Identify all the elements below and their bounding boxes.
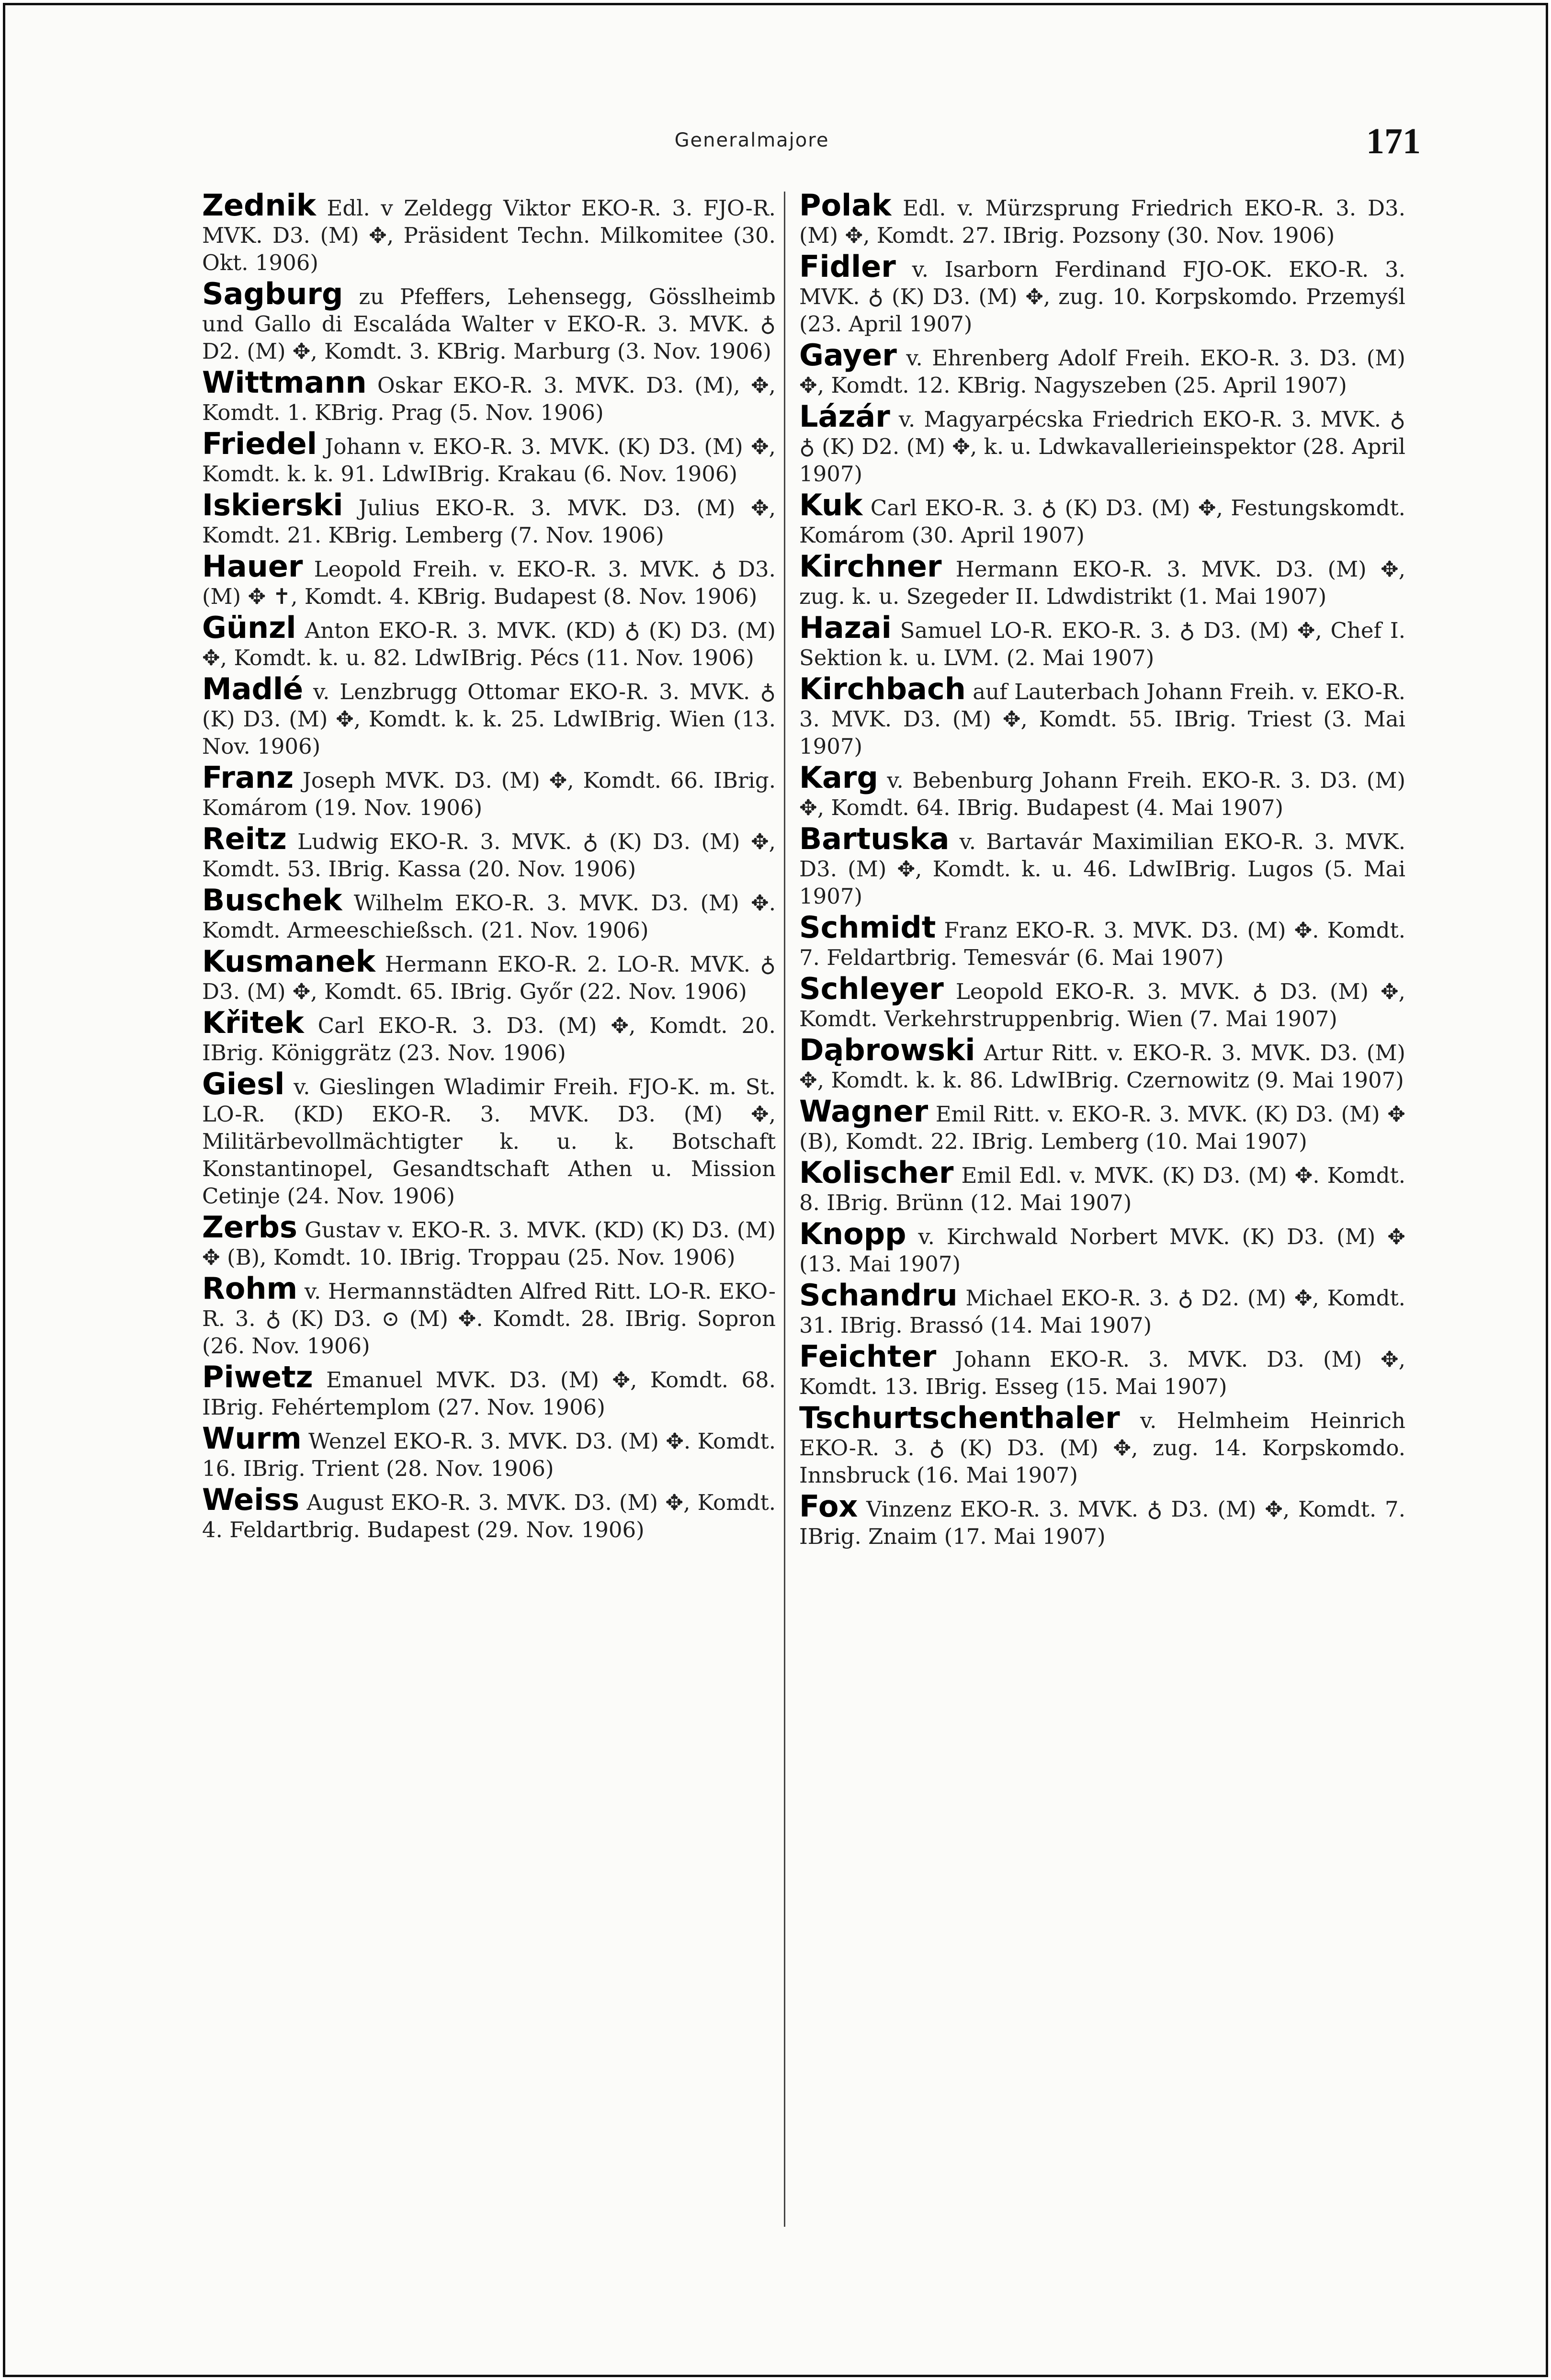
- column-divider: [784, 192, 785, 2227]
- entry-details: zu Pfeffers, Lehensegg, Gösslheimb und Gallo di Escaláda Walter v EKO-R. 3. MVK. ♁ D2. (M) ✥, Komdt. 3. KBrig. Marburg (3. Nov. 1906): [202, 284, 776, 364]
- entry-details: Franz EKO-R. 3. MVK. D3. (M) ✥. Komdt. 7. Feldartbrig. Temesvár (6. Mai 1907): [799, 918, 1405, 970]
- entry: [798, 1489, 1405, 1550]
- entry-name: Schandru: [799, 1278, 958, 1313]
- entry-details: Samuel LO-R. EKO-R. 3. ♁ D3. (M) ✥, Chef I. Sektion k. u. LVM. (2. Mai 1907): [799, 618, 1405, 670]
- entry-details: Emanuel MVK. D3. (M) ✥, Komdt. 68. IBrig. Fehértemplom (27. Nov. 1906): [202, 1367, 776, 1420]
- entry: [201, 821, 776, 883]
- entry-name: Schleyer: [799, 971, 944, 1006]
- entry: [201, 276, 776, 365]
- entry: [201, 487, 776, 549]
- entry: [798, 1155, 1405, 1216]
- page-number: 171: [1366, 121, 1421, 161]
- entry-details: v. Magyarpécska Friedrich EKO-R. 3. MVK. ♁ ♁ (K) D2. (M) ✥, k. u. Ldwkavallerieinspektor (28. April 1907): [799, 407, 1405, 487]
- entry: [798, 1094, 1405, 1155]
- entry-name: Kirchner: [799, 549, 942, 584]
- entry-details: Hermann EKO-R. 3. MVK. D3. (M) ✥, zug. k. u. Szegeder II. Ldwdistrikt (1. Mai 1907): [799, 556, 1405, 609]
- entry-details: v. Helmheim Heinrich EKO-R. 3. ♁ (K) D3. (M) ✥, zug. 14. Korpskomdo. Innsbruck (16. Mai 1907): [799, 1408, 1405, 1488]
- entry-name: Sagburg: [202, 276, 343, 311]
- entry: [798, 1032, 1405, 1094]
- entry: [201, 883, 776, 944]
- entry-details: Anton EKO-R. 3. MVK. (KD) ♁ (K) D3. (M) ✥, Komdt. k. u. 82. LdwIBrig. Pécs (11. Nov. 1906): [202, 618, 776, 670]
- entry-name: Knopp: [799, 1216, 906, 1251]
- entry-name: Reitz: [202, 821, 287, 856]
- entry-details: Oskar EKO-R. 3. MVK. D3. (M), ✥, Komdt. 1. KBrig. Prag (5. Nov. 1906): [202, 373, 776, 425]
- entry: [798, 1400, 1405, 1489]
- entry-details: Johann v. EKO-R. 3. MVK. (K) D3. (M) ✥, Komdt. k. k. 91. LdwIBrig. Krakau (6. Nov. 1906): [202, 434, 776, 487]
- entry-name: Kuk: [799, 487, 863, 522]
- entry-details: Wenzel EKO-R. 3. MVK. D3. (M) ✥. Komdt. 16. IBrig. Trient (28. Nov. 1906): [202, 1428, 776, 1481]
- entry-name: Wittmann: [202, 365, 367, 400]
- entry: [798, 487, 1405, 549]
- entry: [798, 249, 1405, 338]
- entry: [798, 821, 1405, 910]
- entry-name: Gayer: [799, 338, 897, 373]
- entry-name: Tschurtschenthaler: [799, 1400, 1120, 1435]
- entry-name: Franz: [202, 760, 294, 795]
- entry-details: August EKO-R. 3. MVK. D3. (M) ✥, Komdt. 4. Feldartbrig. Budapest (29. Nov. 1906): [202, 1490, 776, 1542]
- entry: [798, 910, 1405, 971]
- entry-name: Kirchbach: [799, 671, 966, 706]
- entry-details: v. Ehrenberg Adolf Freih. EKO-R. 3. D3. (M) ✥, Komdt. 12. KBrig. Nagyszeben (25. April 1907): [799, 345, 1405, 398]
- entry: [201, 365, 776, 426]
- entry-name: Zerbs: [202, 1210, 297, 1245]
- entry-name: Fidler: [799, 249, 896, 284]
- entry-details: v. Bebenburg Johann Freih. EKO-R. 3. D3. (M) ✥, Komdt. 64. IBrig. Budapest (4. Mai 1907): [799, 768, 1405, 820]
- right-column: [798, 188, 1405, 1554]
- entry: [201, 671, 776, 760]
- entry-details: Michael EKO-R. 3. ♁ D2. (M) ✥, Komdt. 31. IBrig. Brassó (14. Mai 1907): [799, 1285, 1405, 1338]
- entry: [201, 760, 776, 821]
- entry: [201, 1421, 776, 1482]
- entry-details: Carl EKO-R. 3. D3. (M) ✥, Komdt. 20. IBrig. Königgrätz (23. Nov. 1906): [202, 1013, 776, 1065]
- entry: [798, 671, 1405, 760]
- entry-name: Hazai: [799, 610, 892, 645]
- entry-name: Zednik: [202, 188, 317, 223]
- entry-name: Karg: [799, 760, 878, 795]
- entry-name: Iskierski: [202, 487, 343, 522]
- entry: [201, 1210, 776, 1271]
- entry-details: Emil Ritt. v. EKO-R. 3. MVK. (K) D3. (M) ✥ (B), Komdt. 22. IBrig. Lemberg (10. Mai 1907): [799, 1101, 1405, 1154]
- entry-name: Friedel: [202, 426, 317, 461]
- entry-details: Gustav v. EKO-R. 3. MVK. (KD) (K) D3. (M) ✥ (B), Komdt. 10. IBrig. Troppau (25. Nov. 1906): [202, 1217, 776, 1270]
- entry-details: Carl EKO-R. 3. ♁ (K) D3. (M) ✥, Festungskomdt. Komárom (30. April 1907): [799, 495, 1405, 548]
- entry-details: v. Gieslingen Wladimir Freih. FJO-K. m. St. LO-R. (KD) EKO-R. 3. MVK. D3. (M) ✥, Militärbevollmächtigter k. u. k. Botschaft Konstantinopel, Gesandtschaft Athen u. Mission Cetinje (24. Nov. 1906): [202, 1074, 776, 1209]
- entry-name: Kusmanek: [202, 944, 375, 979]
- entry-name: Kolischer: [799, 1155, 954, 1190]
- left-column: [201, 188, 776, 1547]
- entry: [201, 1005, 776, 1066]
- entry: [201, 1066, 776, 1210]
- entry: [798, 399, 1405, 487]
- entry-details: Leopold Freih. v. EKO-R. 3. MVK. ♁ D3. (M) ✥ ✝, Komdt. 4. KBrig. Budapest (8. Nov. 1906): [202, 556, 776, 609]
- entry-name: Bartuska: [799, 821, 950, 856]
- entry: [798, 188, 1405, 249]
- entry-details: Artur Ritt. v. EKO-R. 3. MVK. D3. (M) ✥, Komdt. k. k. 86. LdwIBrig. Czernowitz (9. Mai 1907): [799, 1040, 1405, 1093]
- entry-details: v. Hermannstädten Alfred Ritt. LO-R. EKO-R. 3. ♁ (K) D3. ⊙ (M) ✥. Komdt. 28. IBrig. Sopron (26. Nov. 1906): [202, 1279, 776, 1359]
- entry: [798, 1278, 1405, 1339]
- entry-name: Hauer: [202, 549, 303, 584]
- entry-name: Feichter: [799, 1339, 937, 1374]
- entry: [201, 426, 776, 487]
- entry-details: Emil Edl. v. MVK. (K) D3. (M) ✥. Komdt. 8. IBrig. Brünn (12. Mai 1907): [799, 1163, 1405, 1215]
- entry: [201, 944, 776, 1005]
- entry-name: Günzl: [202, 610, 296, 645]
- entry-name: Křitek: [202, 1005, 304, 1040]
- entry: [798, 1339, 1405, 1400]
- entry-name: Schmidt: [799, 910, 936, 945]
- entry-name: Madlé: [202, 671, 304, 706]
- entry: [798, 971, 1405, 1032]
- entry-details: Julius EKO-R. 3. MVK. D3. (M) ✥, Komdt. 21. KBrig. Lemberg (7. Nov. 1906): [202, 495, 776, 548]
- entry-details: v. Lenzbrugg Ottomar EKO-R. 3. MVK. ♁ (K) D3. (M) ✥, Komdt. k. k. 25. LdwIBrig. Wien (13. Nov. 1906): [202, 679, 776, 759]
- entry: [201, 1271, 776, 1360]
- entry-details: Edl. v Zeldegg Viktor EKO-R. 3. FJO-R. MVK. D3. (M) ✥, Präsident Techn. Milkomitee (30. Okt. 1906): [202, 195, 776, 275]
- entry-details: Vinzenz EKO-R. 3. MVK. ♁ D3. (M) ✥, Komdt. 7. IBrig. Znaim (17. Mai 1907): [799, 1496, 1405, 1549]
- entry-details: auf Lauterbach Johann Freih. v. EKO-R. 3. MVK. D3. (M) ✥, Komdt. 55. IBrig. Triest (3. Mai 1907): [799, 679, 1405, 759]
- entry: [201, 610, 776, 671]
- running-header: Generalmajore: [674, 129, 829, 151]
- entry: [798, 760, 1405, 821]
- entry-name: Rohm: [202, 1271, 298, 1306]
- entry-details: v. Isarborn Ferdinand FJO-OK. EKO-R. 3. MVK. ♁ (K) D3. (M) ✥, zug. 10. Korpskomdo. Przemyśl (23. April 1907): [799, 257, 1405, 337]
- entry-details: Joseph MVK. D3. (M) ✥, Komdt. 66. IBrig. Komárom (19. Nov. 1906): [202, 768, 776, 820]
- entry: [201, 549, 776, 610]
- entry-details: v. Kirchwald Norbert MVK. (K) D3. (M) ✥ (13. Mai 1907): [799, 1224, 1405, 1277]
- entry: [798, 338, 1405, 399]
- entry: [201, 1360, 776, 1421]
- entry-name: Wurm: [202, 1421, 302, 1456]
- entry-name: Buschek: [202, 883, 342, 918]
- entry-name: Dąbrowski: [799, 1032, 975, 1067]
- entry: [798, 1216, 1405, 1278]
- entry: [201, 188, 776, 276]
- entry-details: Leopold EKO-R. 3. MVK. ♁ D3. (M) ✥, Komdt. Verkehrstruppenbrig. Wien (7. Mai 1907): [799, 979, 1405, 1031]
- entry-name: Lázár: [799, 399, 890, 434]
- entry-name: Giesl: [202, 1066, 285, 1101]
- entry-name: Piwetz: [202, 1360, 313, 1394]
- entry-details: Wilhelm EKO-R. 3. MVK. D3. (M) ✥. Komdt. Armeeschießsch. (21. Nov. 1906): [202, 890, 776, 943]
- entry-details: Edl. v. Mürzsprung Friedrich EKO-R. 3. D3. (M) ✥, Komdt. 27. IBrig. Pozsony (30. Nov. 1906): [799, 195, 1405, 248]
- entry: [798, 549, 1405, 610]
- entry-details: v. Bartavár Maximilian EKO-R. 3. MVK. D3. (M) ✥, Komdt. k. u. 46. LdwIBrig. Lugos (5. Mai 1907): [799, 829, 1405, 909]
- entry: [201, 1482, 776, 1543]
- entry-details: Ludwig EKO-R. 3. MVK. ♁ (K) D3. (M) ✥, Komdt. 53. IBrig. Kassa (20. Nov. 1906): [202, 829, 776, 882]
- entry-details: Hermann EKO-R. 2. LO-R. MVK. ♁ D3. (M) ✥, Komdt. 65. IBrig. Győr (22. Nov. 1906): [202, 952, 776, 1004]
- entry-name: Polak: [799, 188, 892, 223]
- entry-name: Wagner: [799, 1094, 928, 1129]
- entry-name: Weiss: [202, 1482, 300, 1517]
- entry: [798, 610, 1405, 671]
- entry-name: Fox: [799, 1489, 858, 1524]
- entry-details: Johann EKO-R. 3. MVK. D3. (M) ✥, Komdt. 13. IBrig. Esseg (15. Mai 1907): [799, 1347, 1405, 1399]
